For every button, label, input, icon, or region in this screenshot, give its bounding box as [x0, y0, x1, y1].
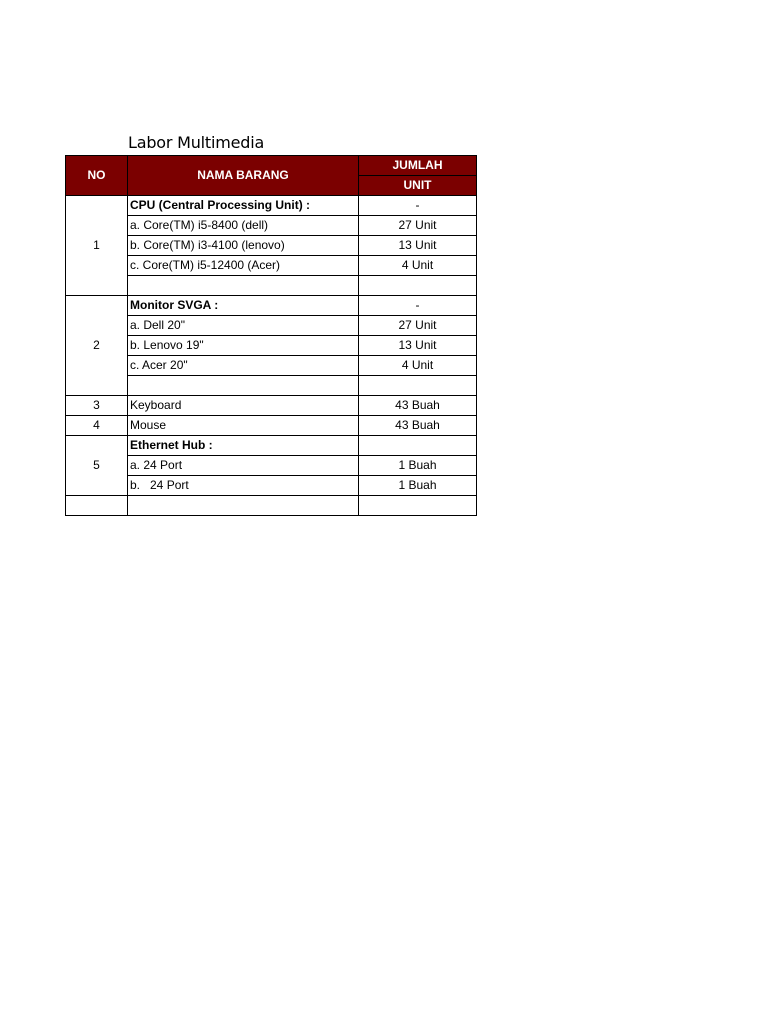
table-row — [66, 396, 477, 416]
header-unit: UNIT — [359, 176, 477, 196]
item-quantity: 1 Buah — [359, 456, 477, 476]
table-row — [66, 356, 477, 376]
item-name — [128, 376, 359, 396]
header-name: NAMA BARANG — [128, 156, 359, 196]
header-no: NO — [66, 156, 128, 196]
item-name: b. Core(TM) i3-4100 (lenovo) — [128, 236, 359, 256]
item-quantity: 27 Unit — [359, 316, 477, 336]
item-name: a. Core(TM) i5-8400 (dell) — [128, 216, 359, 236]
header-jumlah: JUMLAH — [359, 156, 477, 176]
item-name: Mouse — [128, 416, 359, 436]
item-quantity: 4 Unit — [359, 256, 477, 276]
inventory-table — [65, 155, 477, 516]
table-row — [66, 276, 477, 296]
row-number: 5 — [66, 436, 128, 496]
item-quantity: 27 Unit — [359, 216, 477, 236]
item-quantity: 1 Buah — [359, 476, 477, 496]
item-name: Keyboard — [128, 396, 359, 416]
item-quantity: 13 Unit — [359, 336, 477, 356]
item-name: Ethernet Hub : — [128, 436, 359, 456]
inventory-body — [66, 196, 477, 516]
item-name: c. Core(TM) i5-12400 (Acer) — [128, 256, 359, 276]
item-quantity — [359, 496, 477, 516]
item-name: Monitor SVGA : — [128, 296, 359, 316]
table-row — [66, 296, 477, 316]
item-quantity: 43 Buah — [359, 416, 477, 436]
item-quantity: 13 Unit — [359, 236, 477, 256]
table-row — [66, 416, 477, 436]
item-name: CPU (Central Processing Unit) : — [128, 196, 359, 216]
table-row — [66, 376, 477, 396]
table-row — [66, 236, 477, 256]
table-row — [66, 436, 477, 456]
table-row — [66, 316, 477, 336]
item-name: b. 24 Port — [128, 476, 359, 496]
item-name — [128, 496, 359, 516]
table-row — [66, 256, 477, 276]
row-number — [66, 496, 128, 516]
table-row — [66, 496, 477, 516]
item-name: a. Dell 20" — [128, 316, 359, 336]
row-number: 3 — [66, 396, 128, 416]
item-quantity: - — [359, 296, 477, 316]
item-quantity: 43 Buah — [359, 396, 477, 416]
item-quantity — [359, 376, 477, 396]
table-row — [66, 336, 477, 356]
table-row — [66, 216, 477, 236]
item-name: a. 24 Port — [128, 456, 359, 476]
table-row — [66, 476, 477, 496]
item-quantity — [359, 436, 477, 456]
item-quantity: - — [359, 196, 477, 216]
row-number: 2 — [66, 296, 128, 396]
item-name — [128, 276, 359, 296]
page-title: Labor Multimedia — [128, 133, 265, 152]
item-name: c. Acer 20" — [128, 356, 359, 376]
item-name: b. Lenovo 19" — [128, 336, 359, 356]
item-quantity — [359, 276, 477, 296]
table-row — [66, 196, 477, 216]
row-number: 4 — [66, 416, 128, 436]
item-quantity: 4 Unit — [359, 356, 477, 376]
table-row — [66, 456, 477, 476]
row-number: 1 — [66, 196, 128, 296]
